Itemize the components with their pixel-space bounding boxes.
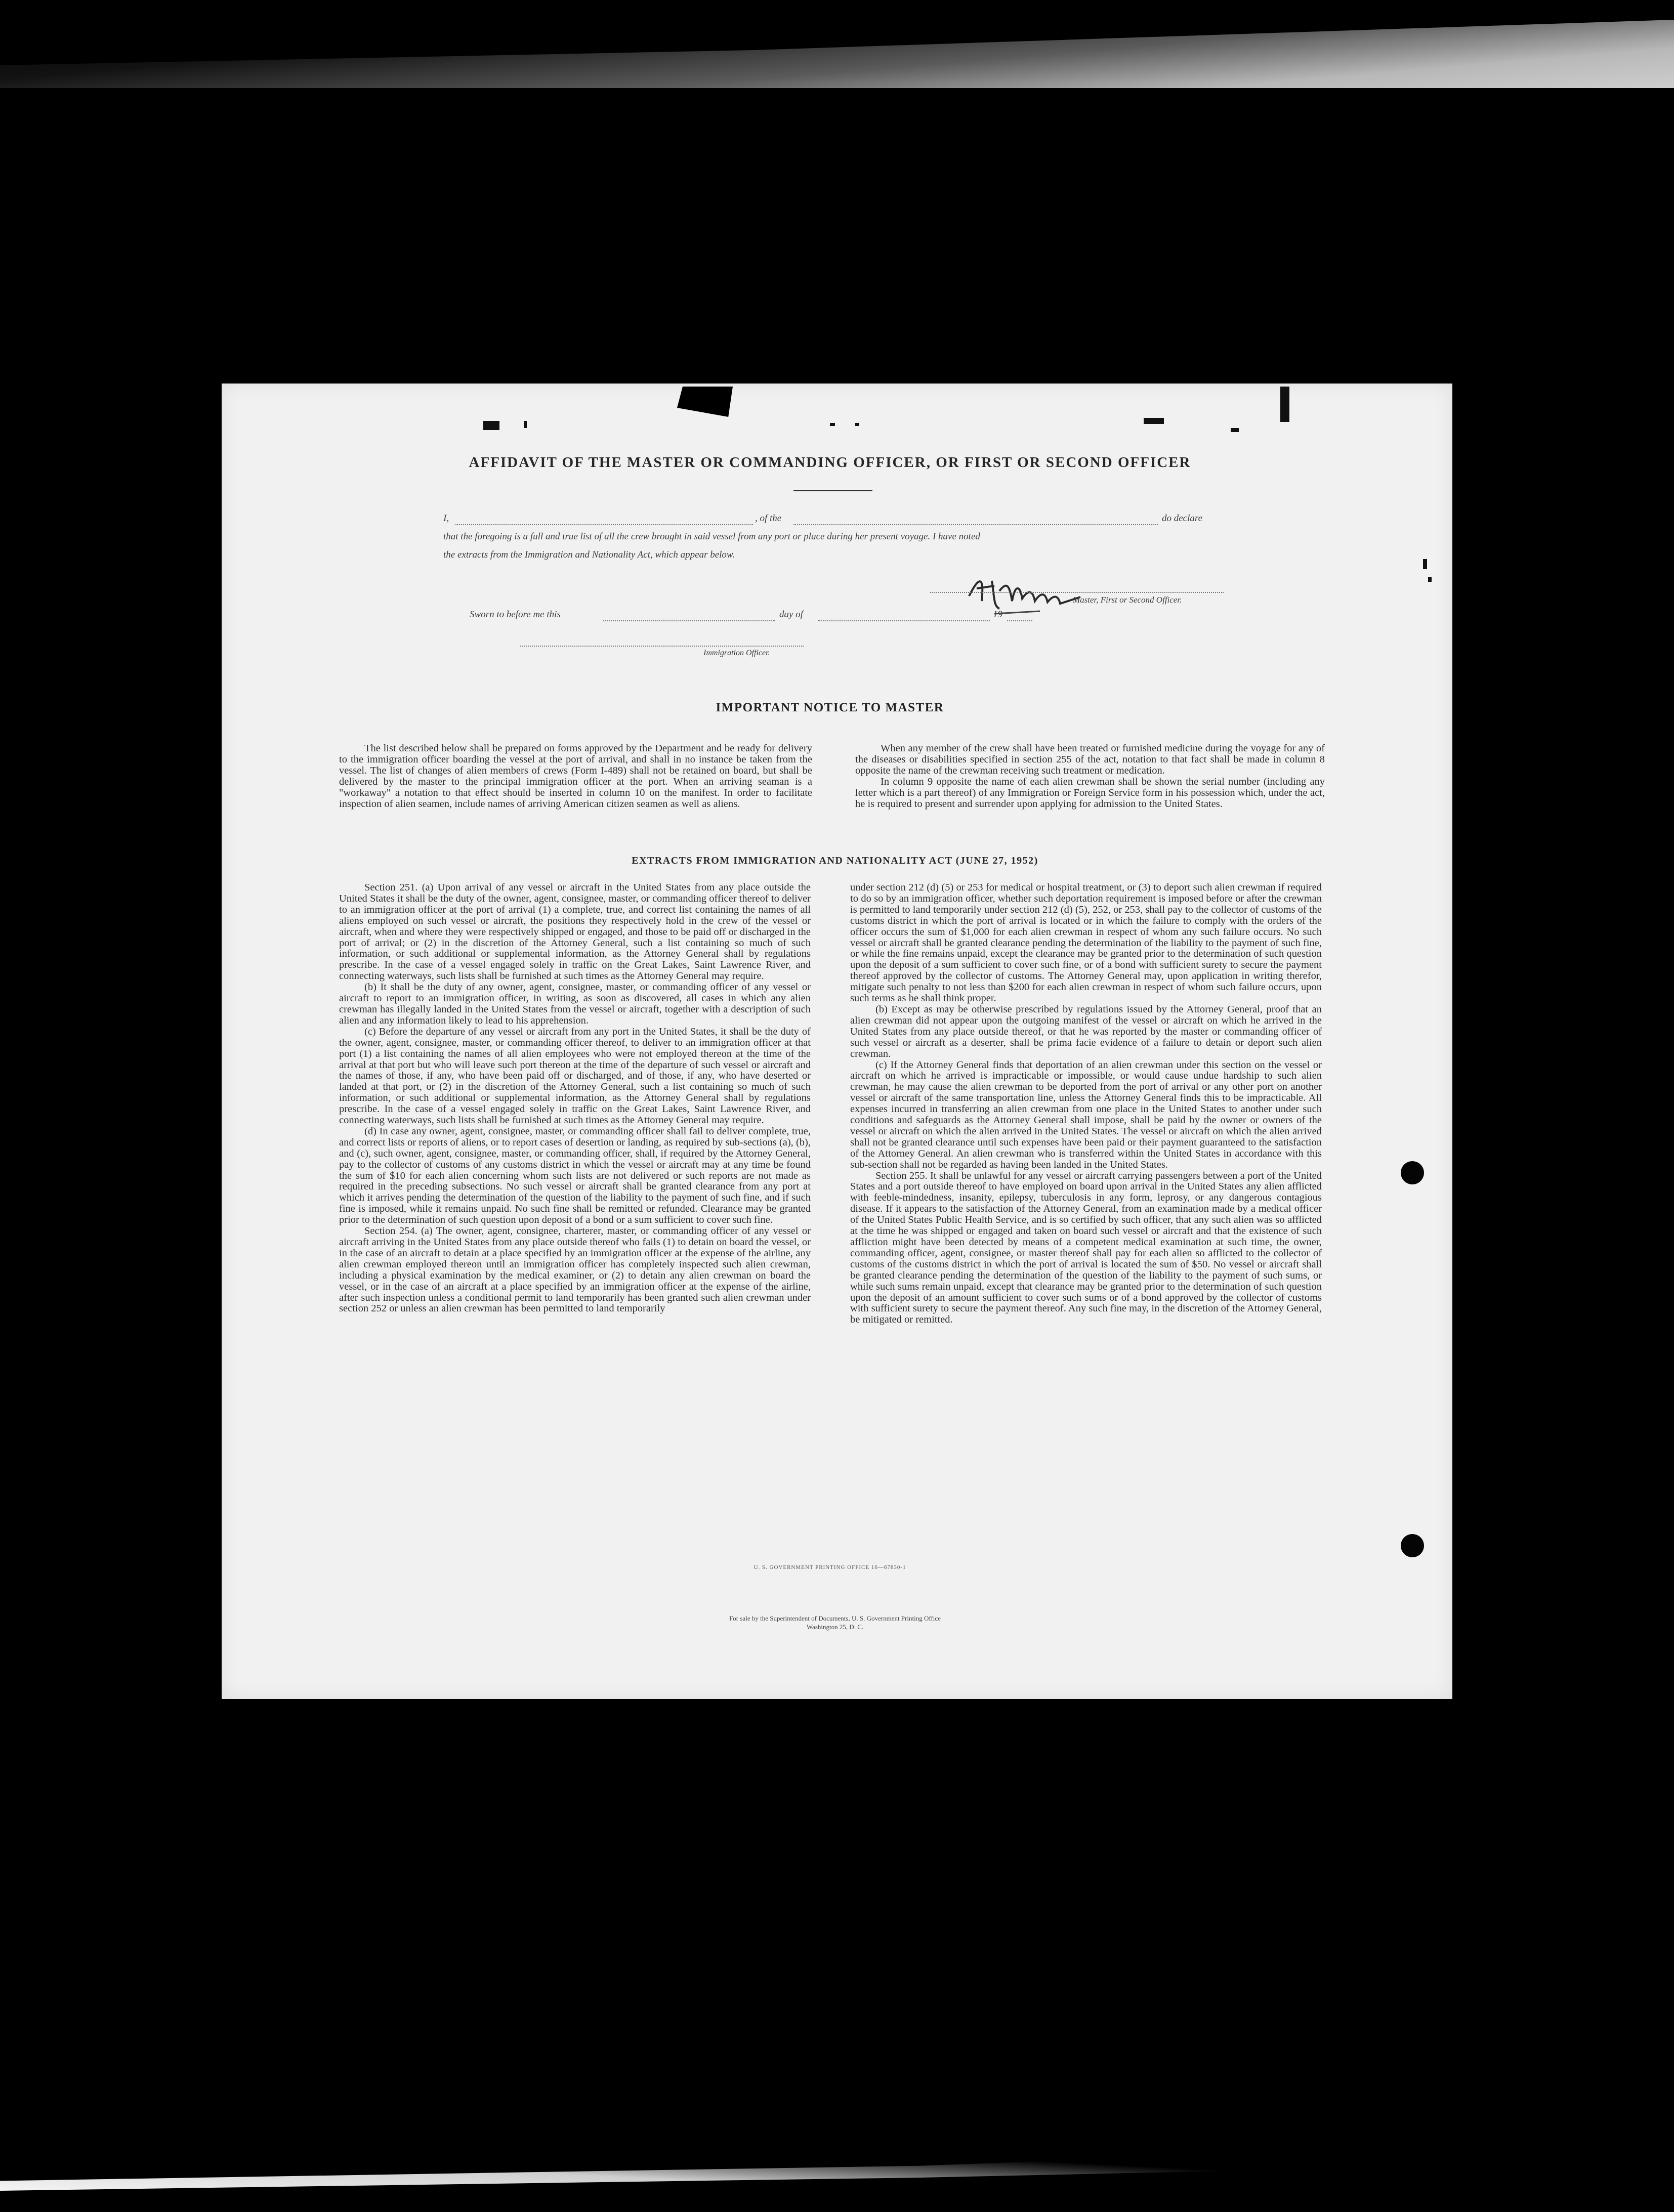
- name-blank[interactable]: [455, 524, 753, 525]
- scan-mark: [1231, 428, 1239, 432]
- extract-paragraph: under section 212 (d) (5) or 253 for medical or hospital treatment, or (3) to deport such alien crewman if required to do so by an immigration officer, whether such deportation requirement is imposed before or after the crewman is permitted to land temporarily under section 212 (d) (5), 252, or 253, shall pay to the collector of customs of the customs district in which the port of arrival is located or in which the failure to comply with the orders of the officer occurs the sum of $1,000 for each alien crewman in respect of whom any such failure occurs. No such vessel or aircraft shall be granted clearance pending the determination of the liability to the payment of such fine, or while the fine remains unpaid, except the clearance may be granted prior to the determination of such question upon the deposit of a sum sufficient to cover such fine, or of a bond with sufficient surety to secure the payment thereof approved by the collector of customs. The Attorney General may, upon application in writing therefor, mitigate such penalty to not less than $200 for each alien crewman in respect of whom such failure occurs, upon such terms as he shall think proper.: [850, 882, 1322, 1004]
- notice-paragraph: In column 9 opposite the name of each alien crewman shall be shown the serial number (including any letter which is a part thereof) of any Immigration or Foreign Service form in his possession which, under the act, he is required to present and surrender upon applying for admission to the United States.: [855, 776, 1325, 810]
- immigration-officer-caption: Immigration Officer.: [703, 649, 770, 657]
- extract-paragraph: Section 251. (a) Upon arrival of any vessel or aircraft in the United States from any place outside the United States it shall be the duty of the owner, agent, consignee, master, or commanding officer thereof to deliver to an immigration officer at the port of arrival (1) a complete, true, and correct list containing the names of all aliens employed on such vessel or aircraft, the positions they respectively hold in the crew of the vessel or aircraft, when and where they were respectively shipped or engaged, and those to be paid off or discharged in the port of arrival; or (2) in the discretion of the Attorney General, such a list containing so much of such information, or such additional or supplemental information, as the Attorney General shall by regulations prescribe. In the case of a vessel engaged solely in traffic on the Great Lakes, Saint Lawrence River, and connecting waterways, such lists shall be furnished at such times as the Attorney General may require.: [339, 882, 811, 982]
- affidavit-line-2: that the foregoing is a full and true list of all the crew brought in said vessel from any port or place during her present voyage. I have noted: [443, 531, 980, 542]
- sworn-text: Sworn to before me this: [470, 609, 561, 620]
- notice-left-column: [339, 743, 812, 810]
- title-rule: [793, 490, 872, 491]
- month-blank[interactable]: [818, 620, 990, 621]
- affidavit-title: AFFIDAVIT OF THE MASTER OR COMMANDING OFFICER, OR FIRST OR SECOND OFFICER: [469, 454, 1191, 471]
- scan-mark: [1144, 418, 1164, 424]
- vessel-blank[interactable]: [793, 524, 1158, 525]
- footer-line-2: Washington 25, D. C.: [806, 1623, 864, 1631]
- signature-line: [930, 592, 1224, 593]
- extract-paragraph: (b) Except as may be otherwise prescribed by regulations issued by the Attorney General, proof that an alien crewman did not appear upon the outgoing manifest of the vessel or aircraft on which he arrived in the United States from any place outside thereof, or that he was reported by the master or commanding officer of such vessel or aircraft as a deserter, shall be prima facie evidence of a failure to detain or deport such alien crewman.: [850, 1003, 1322, 1059]
- footer-line-1: For sale by the Superintendent of Documents, U. S. Government Printing Office: [729, 1614, 941, 1622]
- film-edge: [0, 0, 1674, 20]
- affidavit-line-1-start: I,: [443, 513, 449, 524]
- scan-mark: [830, 423, 835, 426]
- affidavit-line-3: the extracts from the Immigration and Nationality Act, which appear below.: [443, 549, 735, 560]
- notice-paragraph: The list described below shall be prepared on forms approved by the Department and be ready for delivery to the immigration officer boarding the vessel at the port of arrival, and shall in no instance be taken from the vessel. The list of changes of alien members of crews (Form I-489) shall not be retained on board, but shall be delivered by the master to the principal immigration officer at the port. When an arriving seaman is a "workaway" a notation to that effect should be inserted in column 10 on the manifest. In order to facilitate inspection of alien seamen, include names of arriving American citizen seamen as well as aliens.: [339, 743, 812, 810]
- extract-paragraph: (b) It shall be the duty of any owner, agent, consignee, master, or commanding officer of any vessel or aircraft to report to an immigration officer, in writing, as soon as discovered, all cases in which any alien crewman has illegally landed in the United States from the vessel or aircraft, together with a description of such alien and any information likely to lead to his apprehension.: [339, 982, 811, 1026]
- printing-office-imprint: U. S. GOVERNMENT PRINTING OFFICE 16—67830-1: [754, 1564, 906, 1570]
- year-prefix: 19: [993, 609, 1002, 620]
- punch-hole: [1401, 1534, 1424, 1557]
- extract-paragraph: Section 254. (a) The owner, agent, consignee, charterer, master, or commanding officer of any vessel or aircraft arriving in the United States from any place outside thereof who fails (1) to detain on board the vessel, or in the case of an aircraft to detain at a place specified by an immigration officer at the expense of the airline, any alien crewman employed thereon until an immigration officer has completely inspected such alien crewman, including a physical examination by the medical examiner, or (2) to detain any alien crewman on board the vessel, or in the case of an aircraft at a place specified by an immigration officer at the expense of the airline, after such inspection unless a conditional permit to land temporarily has been granted such alien crewman under section 252 or unless an alien crewman has been permitted to land temporarily: [339, 1225, 811, 1314]
- film-light-leak-top: [0, 12, 1674, 88]
- extract-paragraph: (c) Before the departure of any vessel or aircraft from any port in the United States, it shall be the duty of the owner, agent, consignee, master, or commanding officer thereof, to deliver to an immigration officer at that port (1) a list containing the names of all alien employees who were not employed thereon at the time of the arrival at that port but who will leave such port thereon at the time of the departure of such vessel or aircraft and the names of those, if any, who have been paid off or discharged, and of those, if any, who have deserted or landed at that port, or (2) in the discretion of the Attorney General, such a list containing so much of such information, or such additional or supplemental information, as the Attorney General shall by regulations prescribe. In the case of a vessel engaged solely in traffic on the Great Lakes, Saint Lawrence River, and connecting waterways, such lists shall be furnished at such times as the Attorney General may require.: [339, 1026, 811, 1126]
- scan-mark: [524, 421, 527, 428]
- officer-signature-line: [520, 646, 804, 647]
- scan-mark: [1423, 559, 1427, 569]
- extracts-right-column: [850, 882, 1322, 1326]
- day-of-text: day of: [779, 609, 803, 620]
- day-blank[interactable]: [603, 620, 775, 621]
- scan-mark: [483, 421, 499, 430]
- extract-paragraph: (d) In case any owner, agent, consignee, master, or commanding officer shall fail to deliver complete, true, and correct lists or reports of aliens, or to report cases of desertion or landing, as required by sub-sections (a), (b), and (c), such owner, agent, consignee, master, or commanding officer, shall, if required by the Attorney General, pay to the collector of customs of any customs district in which the vessel or aircraft may at any time be found the sum of $10 for each alien concerning whom such lists are not delivered or such reports are not made as required in the preceding subsections. No such vessel or aircraft shall be granted clearance from any port at which it arrives pending the determination of the question of the liability to the payment of such fine, and if such fine is imposed, while it remains unpaid. No such fine shall be remitted or refunded. Clearance may be granted prior to the determination of such question upon deposit of a bond or a sum sufficient to cover such fine.: [339, 1125, 811, 1226]
- notice-title: IMPORTANT NOTICE TO MASTER: [716, 701, 944, 714]
- footer: [557, 1614, 1113, 1631]
- notice-right-column: [855, 743, 1325, 810]
- notice-paragraph: When any member of the crew shall have been treated or furnished medicine during the voyage for any of the diseases or disabilities specified in section 255 of the act, notation to that fact shall be made in column 8 opposite the name of the crewman receiving such treatment or medication.: [855, 743, 1325, 777]
- scan-mark: [1428, 577, 1432, 582]
- year-blank[interactable]: [1007, 620, 1032, 621]
- extracts-left-column: [339, 882, 811, 1314]
- extract-paragraph: Section 255. It shall be unlawful for any vessel or aircraft carrying passengers between a port of the United States and a port outside thereof to have employed on board upon arrival in the United States any alien afflicted with feeble-mindedness, insanity, epilepsy, tuberculosis in any form, leprosy, or any dangerous contagious disease. If it appears to the satisfaction of the Attorney General, from an examination made by a medical officer of the United States Public Health Service, and is so certified by such officer, that any such alien was so afflicted at the time he was shipped or engaged and taken on board such vessel or aircraft and that the existence of such affliction might have been detected by means of a competent medical examination at such time, the owner, commanding officer, agent, consignee, or master thereof shall pay for each alien so afflicted to the collector of customs of the customs district in which the port of arrival is located the sum of $50. No vessel or aircraft shall be granted clearance pending the determination of the question of the liability to the payment of such sums, or while such sums remain unpaid, except that clearance may be granted prior to the determination of such question upon the deposit of an amount sufficient to cover such sums or of a bond approved by the collector of customs with sufficient surety to secure the payment thereof. Any such fine may, in the discretion of the Attorney General, be mitigated or remitted.: [850, 1170, 1322, 1326]
- affidavit-line-1-end: do declare: [1162, 513, 1203, 524]
- punch-hole: [1401, 1161, 1424, 1184]
- affidavit-line-1-mid: , of the: [755, 513, 782, 524]
- signature: [964, 566, 1131, 621]
- extract-paragraph: (c) If the Attorney General finds that deportation of an alien crewman under this section on the vessel or aircraft on which he arrived is impracticable or impossible, or would cause undue hardship to such alien crewman, he may cause the alien crewman to be deported from the port of arrival or any other port on another vessel or aircraft of the same transportation line, unless the Attorney General finds this to be impracticable. All expenses incurred in transferring an alien crewman from one place in the United States to another under such conditions and safeguards as the Attorney General shall impose, shall be paid by the owner or owners of the vessel or aircraft on which the alien arrived in the United States. The vessel or aircraft on which the alien arrived shall not be granted clearance until such expenses have been paid or their payment guaranteed to the satisfaction of the Attorney General. An alien crewman who is transferred within the United States in accordance with this sub-section shall not be regarded as having been landed in the United States.: [850, 1059, 1322, 1170]
- signature-caption: Master, First or Second Officer.: [1073, 595, 1182, 605]
- extracts-title: EXTRACTS FROM IMMIGRATION AND NATIONALITY ACT (JUNE 27, 1952): [632, 855, 1038, 866]
- scan-mark: [855, 423, 859, 426]
- film-light-leak-bottom: [0, 2125, 1674, 2191]
- scan-mark: [1280, 387, 1289, 422]
